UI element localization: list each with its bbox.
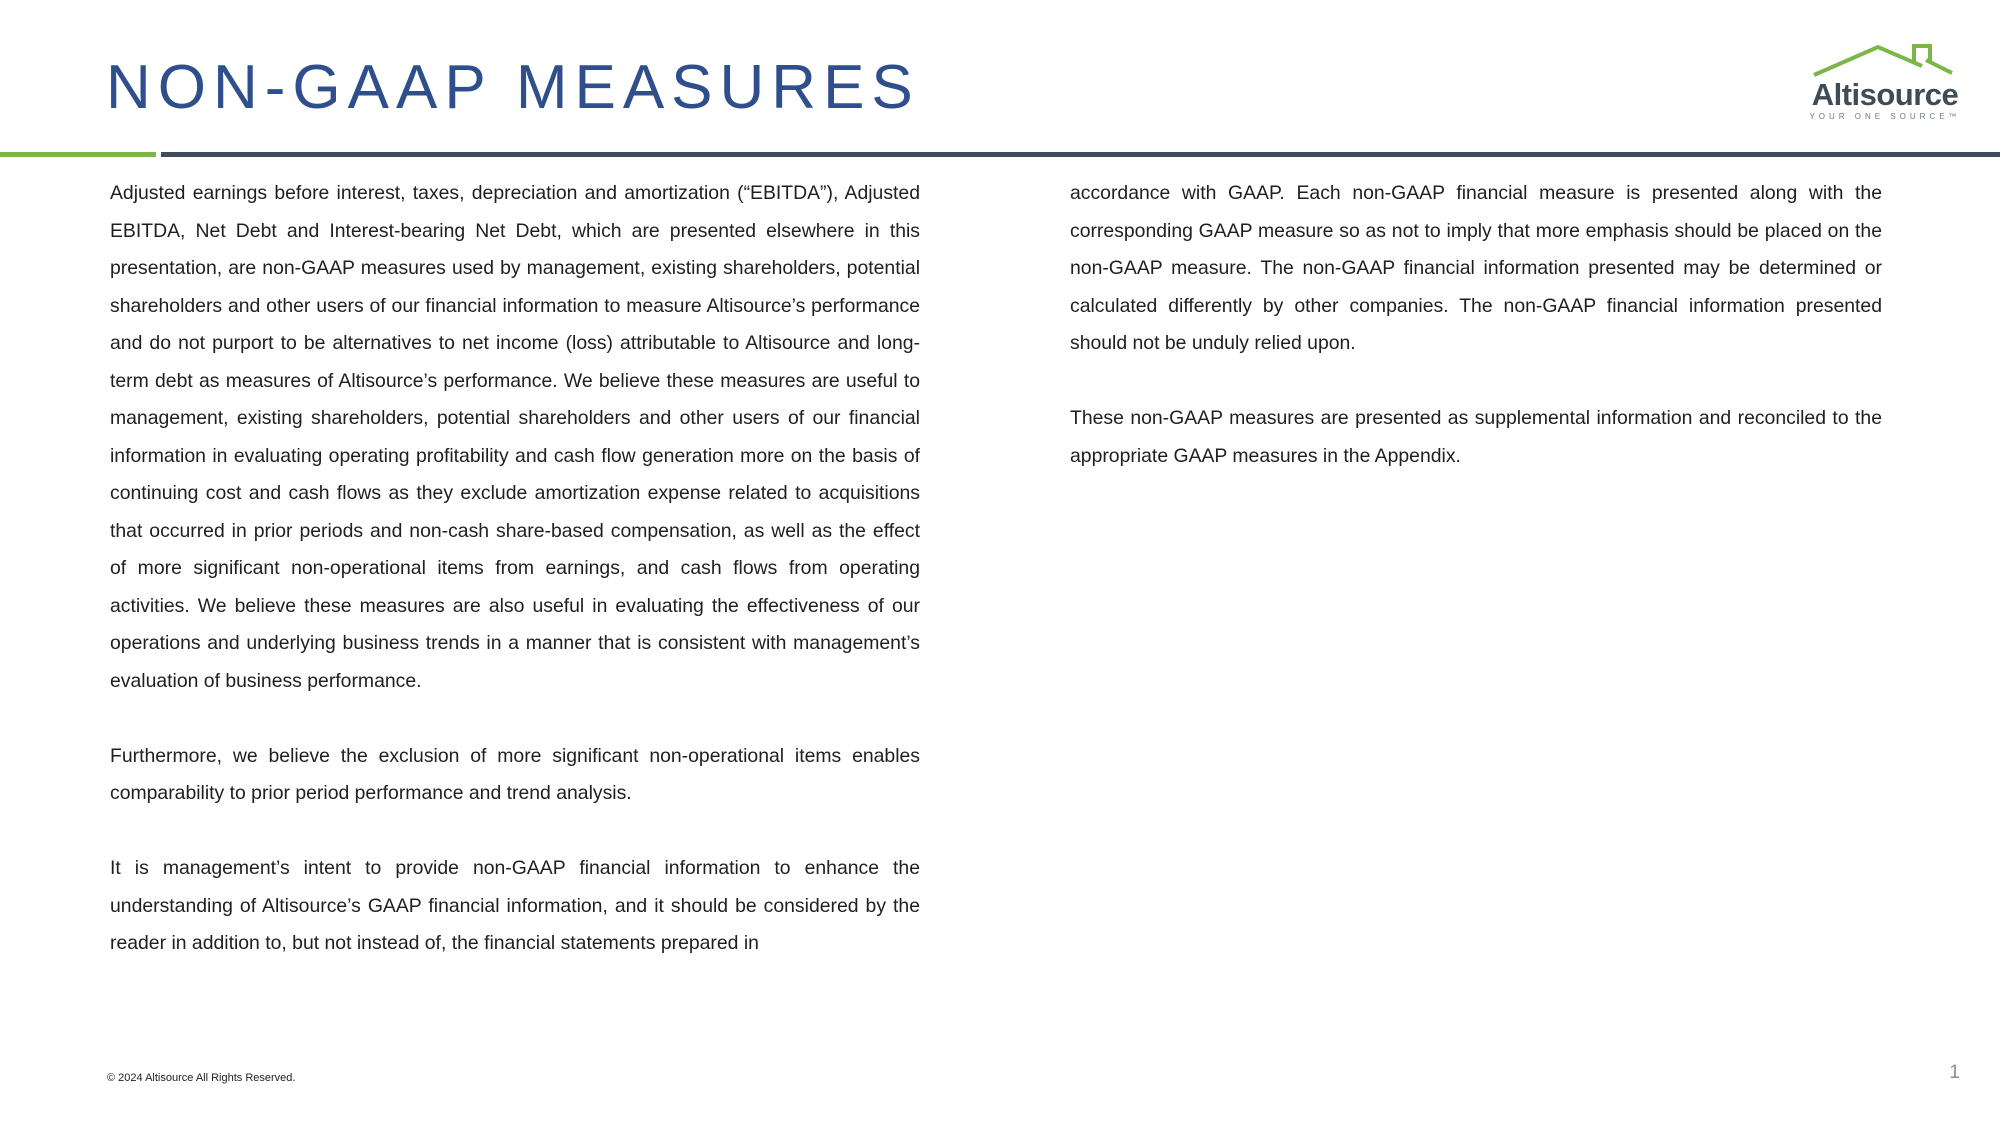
right-text-column (1070, 175, 1882, 513)
page-number: 1 (1949, 1062, 1960, 1083)
paragraph-comparability: Furthermore, we believe the exclusion of more significant non-operational items enables comparability to prior period performance and trend analysis. (110, 744, 920, 804)
paragraph-gaap-accordance: accordance with GAAP. Each non-GAAP financial measure is presented along with the corresponding GAAP measure so as not to imply that more emphasis should be placed on the non-GAAP measure. The non-GAAP financial information presented may be determined or calculated differently by other companies. The non-GAAP financial information presented should not be unduly relied upon. (1070, 182, 1882, 354)
left-text-column (110, 175, 920, 1000)
logo-tagline: YOUR ONE SOURCE™ (1809, 112, 1961, 121)
logo-wordmark: Altisource (1811, 77, 1959, 112)
page-title: NON-GAAP MEASURES (106, 53, 920, 122)
copyright-notice: © 2024 Altisource All Rights Reserved. (107, 1072, 296, 1084)
paragraph-non-gaap-definition: Adjusted earnings before interest, taxes, depreciation and amortization (“EBITDA”), Adjusted EBITDA, Net Debt and Interest-bearing Net Debt, which are presented elsewhere in this presentation, are non-GAAP measures used by management, existing shareholders, potential shareholders and other users of our financial information to measure Altisource’s performance and do not purport to be alternatives to net income (loss) attributable to Altisource and long-term debt as measures of Altisource’s performance. We believe these measures are useful to management, existing shareholders, potential shareholders and other users of our financial information in evaluating operating profitability and cash flow generation more on the basis of continuing cost and cash flows as they exclude amortization expense related to acquisitions that occurred in prior periods and non-cash share-based compensation, as well as the effect of more significant non-operational items from earnings, and cash flows from operating activities. We believe these measures are also useful in evaluating the effectiveness of our operations and underlying business trends in a manner that is consistent with management’s evaluation of business performance. (110, 182, 920, 692)
paragraph-management-intent: It is management’s intent to provide non-GAAP financial information to enhance the understanding of Altisource’s GAAP financial information, and it should be considered by the reader in addition to, but not instead of, the financial statements prepared in (110, 857, 920, 954)
altisource-logo (1800, 40, 1970, 130)
house-roof-icon (1800, 40, 1970, 80)
header-divider-rule (161, 152, 2000, 157)
paragraph-reconciliation: These non-GAAP measures are presented as supplemental information and reconciled to the appropriate GAAP measures in the Appendix. (1070, 407, 1882, 467)
header-accent-rule (0, 152, 156, 157)
